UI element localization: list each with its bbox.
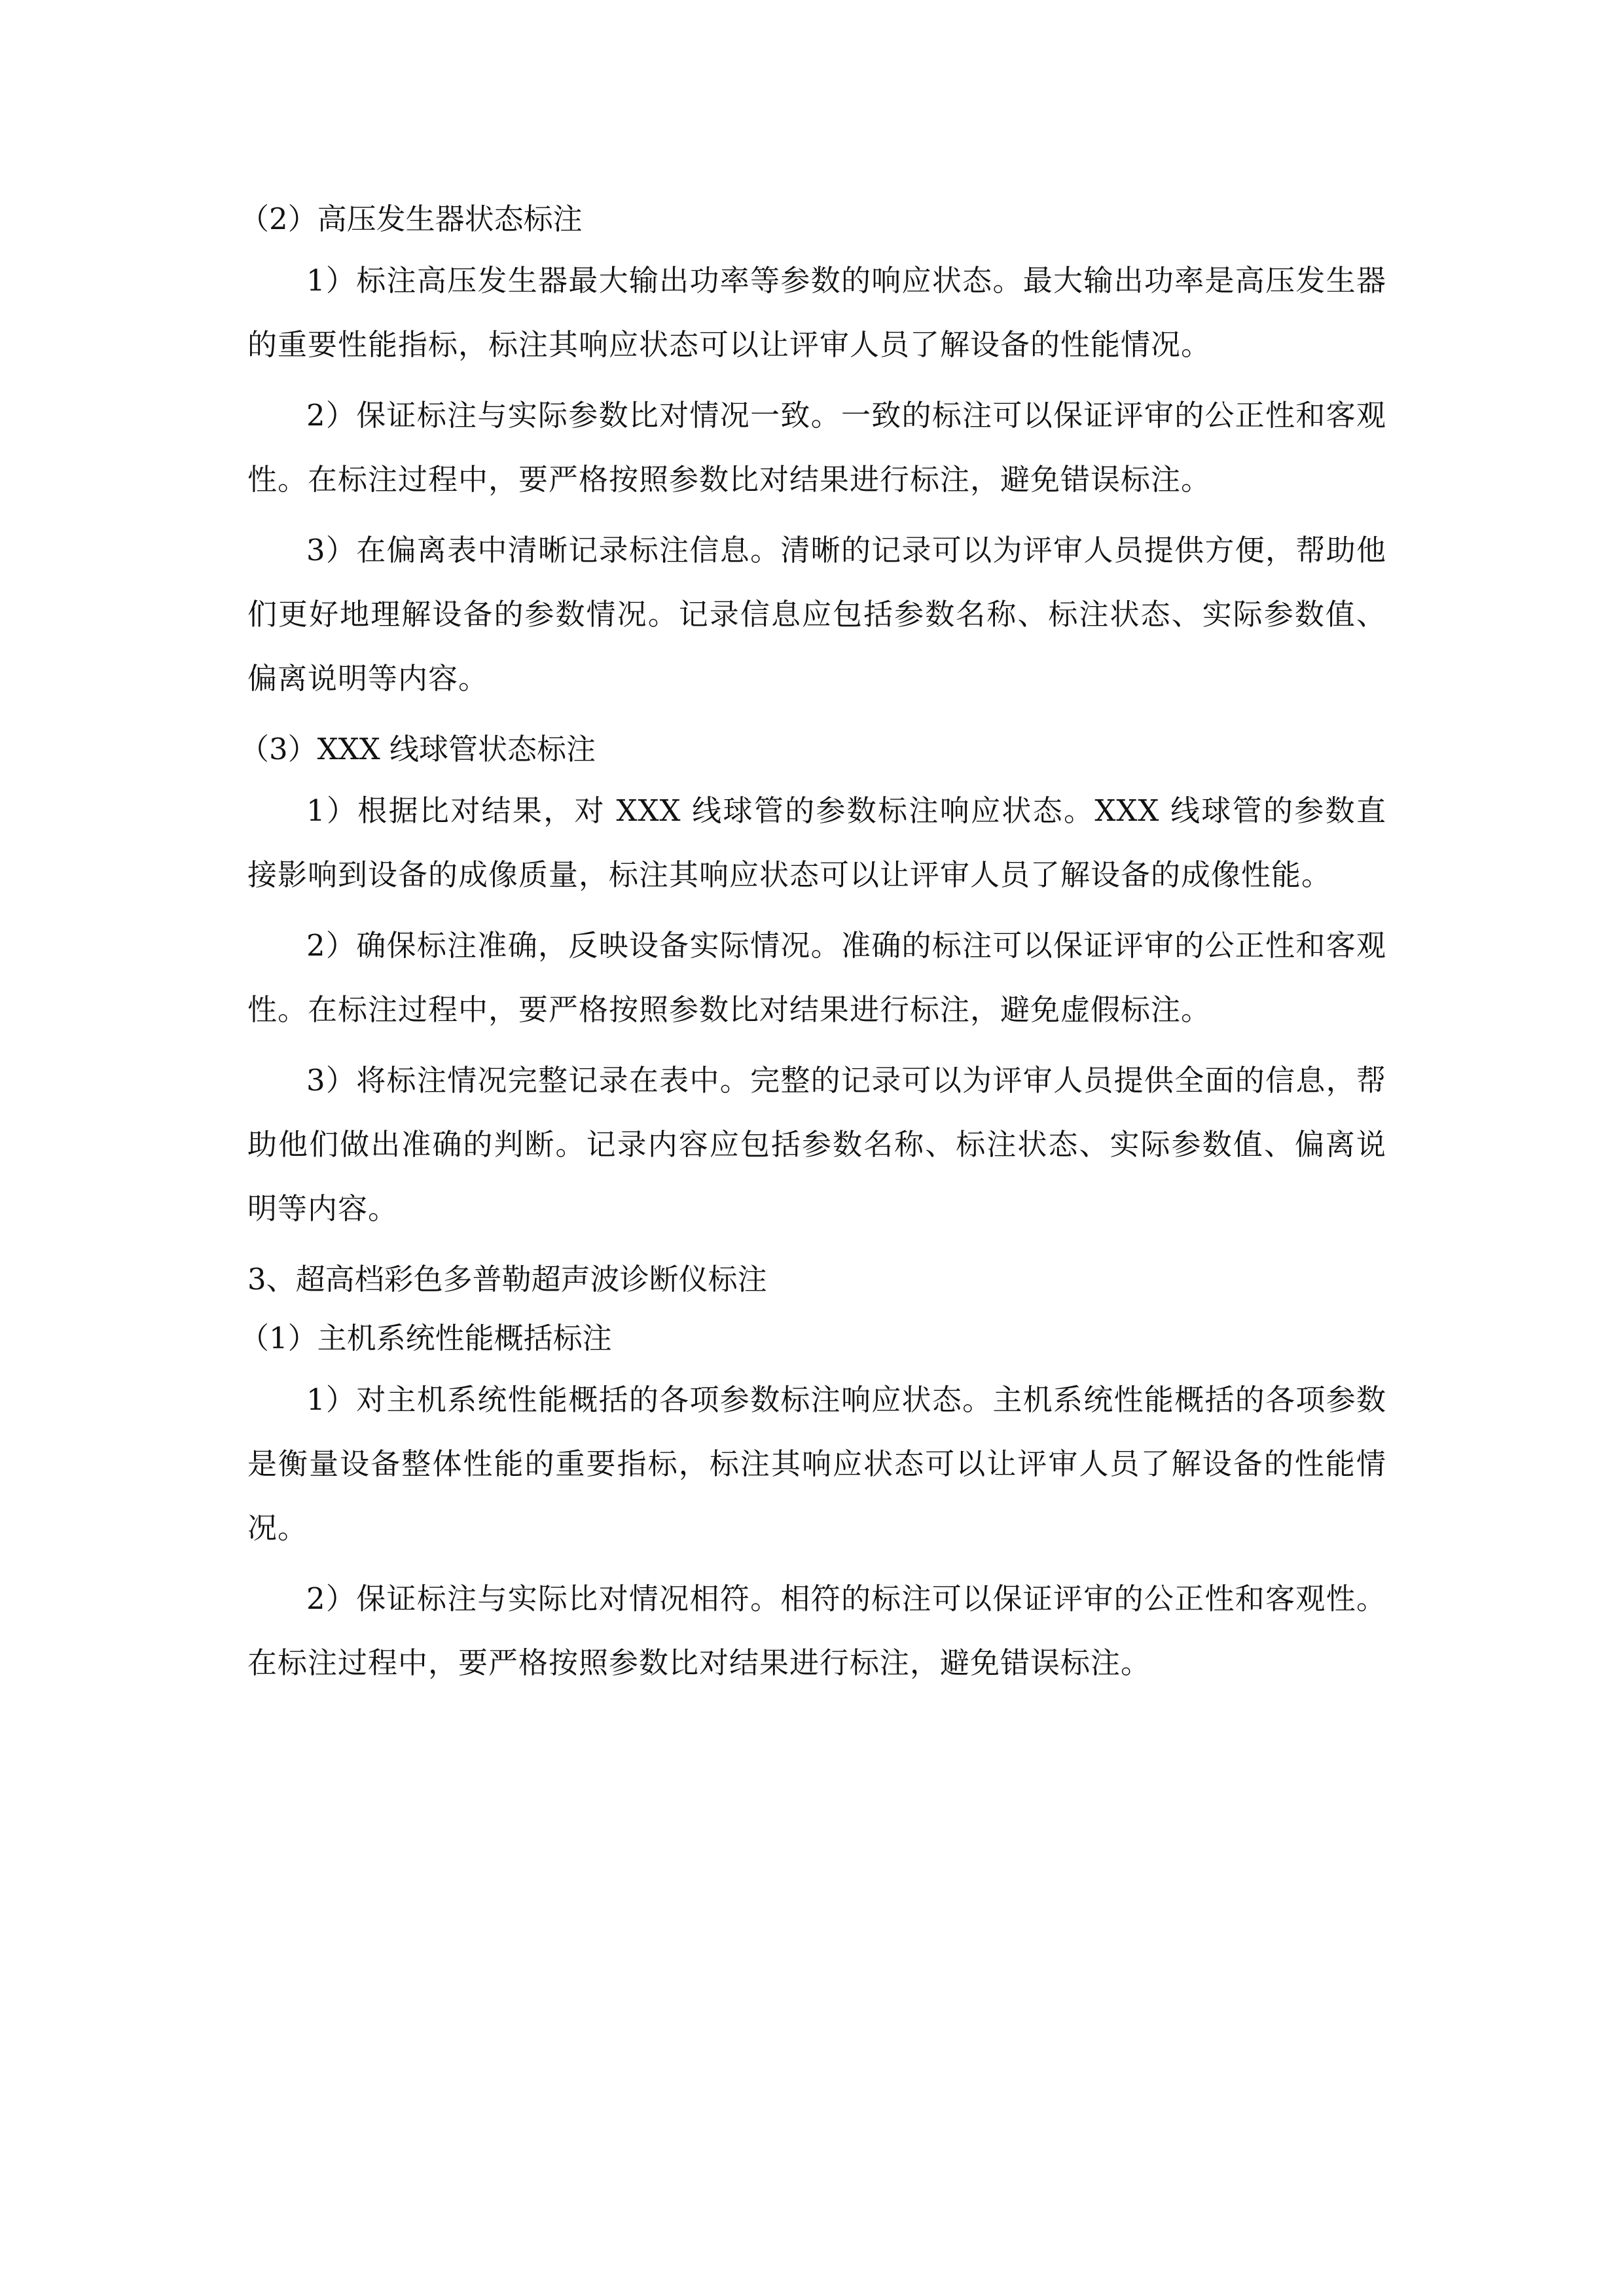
- document-body: [240, 190, 1386, 1702]
- paragraph: 3）将标注情况完整记录在表中。完整的记录可以为评审人员提供全面的信息，帮助他们做出准确的判断。记录内容应包括参数名称、标注状态、实际参数值、偏离说明等内容。: [247, 1063, 1386, 1226]
- paragraph: 2）确保标注准确，反映设备实际情况。准确的标注可以保证评审的公正性和客观性。在标注过程中，要严格按照参数比对结果进行标注，避免虚假标注。: [247, 928, 1386, 1027]
- section-heading-host-system: （1）主机系统性能概括标注: [240, 1321, 612, 1355]
- chapter-heading-ultrasound: 3、超高档彩色多普勒超声波诊断仪标注: [247, 1262, 767, 1297]
- paragraph: 2）保证标注与实际比对情况相符。相符的标注可以保证评审的公正性和客观性。在标注过程中，要严格按照参数比对结果进行标注，避免错误标注。: [247, 1581, 1386, 1680]
- paragraph: 2）保证标注与实际参数比对情况一致。一致的标注可以保证评审的公正性和客观性。在标注过程中，要严格按照参数比对结果进行标注，避免错误标注。: [247, 398, 1386, 497]
- paragraph: 3）在偏离表中清晰记录标注信息。清晰的记录可以为评审人员提供方便，帮助他们更好地理解设备的参数情况。记录信息应包括参数名称、标注状态、实际参数值、偏离说明等内容。: [247, 533, 1386, 696]
- paragraph: 1）标注高压发生器最大输出功率等参数的响应状态。最大输出功率是高压发生器的重要性能指标，标注其响应状态可以让评审人员了解设备的性能情况。: [247, 263, 1386, 362]
- section-heading-high-voltage-generator: （2）高压发生器状态标注: [240, 202, 583, 236]
- paragraph: 1）根据比对结果，对 XXX 线球管的参数标注响应状态。XXX 线球管的参数直接影响到设备的成像质量，标注其响应状态可以让评审人员了解设备的成像性能。: [247, 793, 1386, 892]
- section-heading-xray-tube: （3）XXX 线球管状态标注: [240, 732, 596, 766]
- paragraph: 1）对主机系统性能概括的各项参数标注响应状态。主机系统性能概括的各项参数是衡量设备整体性能的重要指标，标注其响应状态可以让评审人员了解设备的性能情况。: [247, 1382, 1386, 1545]
